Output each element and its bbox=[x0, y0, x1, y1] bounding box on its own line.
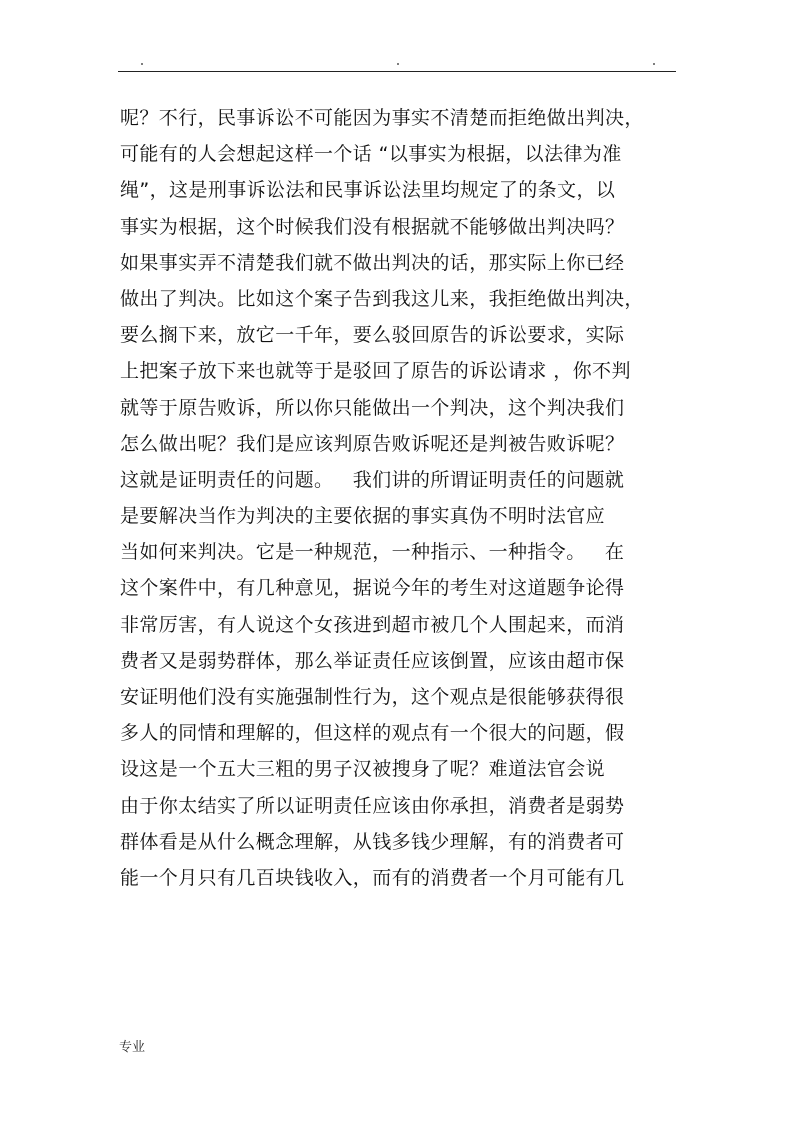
text-line: 上把案子放下来也就等于是驳回了原告的诉讼请求 ，你不判 bbox=[120, 360, 631, 383]
text-line: 这就是证明责任的问题。 我们讲的所谓证明责任的问题就 bbox=[120, 468, 625, 491]
header-mark-center bbox=[397, 63, 399, 65]
text-line: 多人的同情和理解的，但这样的观点有一个很大的问题，假 bbox=[120, 722, 625, 745]
text-line: 由于你太结实了所以证明责任应该由你承担，消费者是弱势 bbox=[120, 794, 625, 817]
text-line: 就等于原告败诉，所以你只能做出一个判决，这个判决我们 bbox=[120, 396, 625, 419]
text-line: 群体看是从什么概念理解，从钱多钱少理解，有的消费者可 bbox=[120, 830, 625, 853]
text-line: 当如何来判决。它是一种规范，一种指示、一种指令。 在 bbox=[120, 541, 625, 564]
text-line: 怎么做出呢？我们是应该判原告败诉呢还是判被告败诉呢？ bbox=[120, 432, 625, 455]
text-line: 能一个月只有几百块钱收入，而有的消费者一个月可能有几 bbox=[120, 866, 625, 889]
document-body bbox=[120, 100, 680, 896]
text-line: 安证明他们没有实施强制性行为，这个观点是很能够获得很 bbox=[120, 686, 625, 708]
text-line: 可能有的人会想起这样一个话 “以事实为根据，以法律为准 bbox=[120, 143, 622, 166]
text-line: 非常厉害，有人说这个女孩进到超市被几个人围起来，而消 bbox=[120, 613, 625, 636]
text-line: 事实为根据，这个时候我们没有根据就不能够做出判决吗？ bbox=[120, 215, 625, 238]
header-mark-left bbox=[141, 63, 143, 65]
text-line: 如果事实弄不清楚我们就不做出判决的话，那实际上你已经 bbox=[120, 251, 625, 274]
header-mark-right bbox=[653, 63, 655, 65]
text-line: 呢？不行，民事诉讼不可能因为事实不清楚而拒绝做出判决， bbox=[120, 107, 644, 129]
text-line: 要么搁下来，放它一千年，要么驳回原告的诉讼要求，实际 bbox=[120, 324, 625, 347]
footer-label: 专业 bbox=[119, 1040, 146, 1055]
text-line: 这个案件中，有几种意见，据说今年的考生对这道题争论得 bbox=[120, 577, 625, 600]
text-line: 绳”，这是刑事诉讼法和民事诉讼法里均规定了的条文，以 bbox=[120, 179, 616, 202]
text-line: 做出了判决。比如这个案子告到我这儿来，我拒绝做出判决， bbox=[120, 287, 644, 310]
header-rule bbox=[118, 71, 676, 72]
text-line: 设这是一个五大三粗的男子汉被搜身了呢？难道法官会说 bbox=[120, 758, 606, 781]
text-line: 费者又是弱势群体，那么举证责任应该倒置，应该由超市保 bbox=[120, 649, 625, 672]
text-line: 是要解决当作为判决的主要依据的事实真伪不明时法官应 bbox=[120, 505, 606, 528]
